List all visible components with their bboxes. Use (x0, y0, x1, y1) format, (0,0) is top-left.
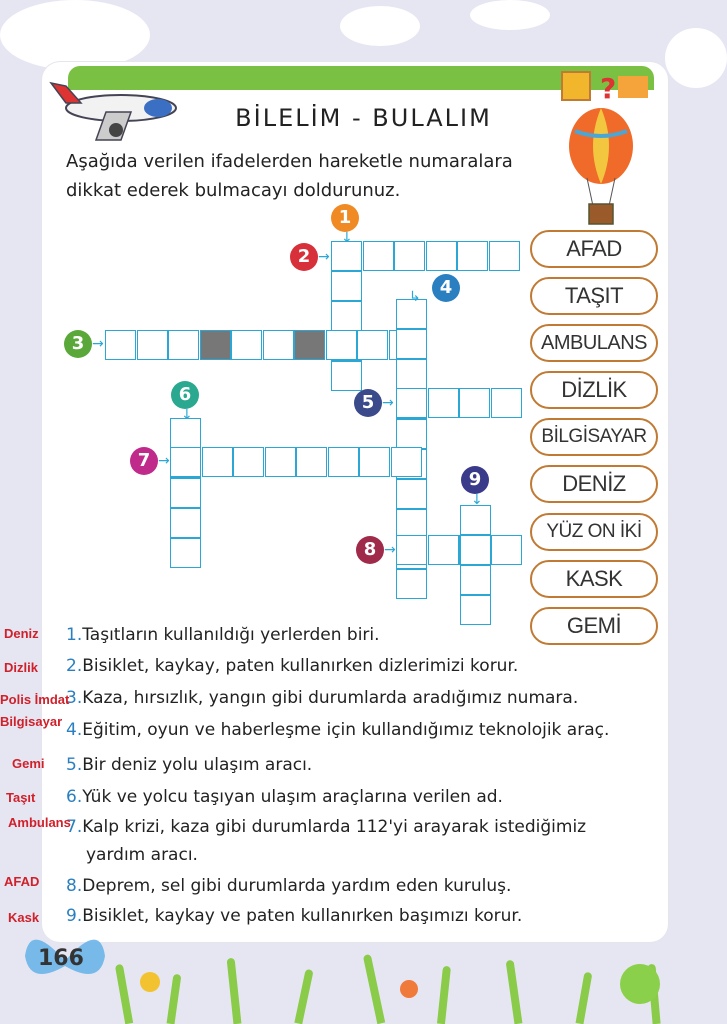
crossword-cell[interactable] (396, 569, 427, 599)
clue-number-badge: 1 (331, 204, 359, 232)
puzzle-question-icon (560, 66, 652, 106)
crossword-cell[interactable] (460, 505, 491, 535)
crossword-cell[interactable] (331, 271, 362, 301)
crossword-cell[interactable] (265, 447, 296, 477)
arrow-right-icon: → (382, 395, 394, 411)
crossword-cell[interactable] (394, 241, 425, 271)
crossword-cell[interactable] (363, 241, 394, 271)
arrow-right-icon: → (318, 249, 330, 265)
page-number: 166 (38, 946, 84, 971)
answer-note: Ambulans (8, 815, 71, 830)
arrow-down-icon: ↓ (471, 492, 483, 508)
crossword-cell[interactable] (391, 447, 422, 477)
clue-number-badge: 9 (461, 466, 489, 494)
word-bank-item: GEMİ (530, 607, 658, 645)
word-bank-item: DİZLİK (530, 371, 658, 409)
clue-number-badge: 4 (432, 274, 460, 302)
crossword-cell[interactable] (396, 479, 427, 509)
crossword-cell[interactable] (460, 595, 491, 625)
crossword-cell[interactable] (170, 508, 201, 538)
cloud (340, 6, 420, 46)
crossword-cell[interactable] (200, 330, 231, 360)
crossword-cell[interactable] (263, 330, 294, 360)
answer-note: Dizlik (4, 660, 38, 675)
word-bank-item: AFAD (530, 230, 658, 268)
crossword-cell[interactable] (326, 330, 357, 360)
answer-note: Taşıt (6, 790, 36, 805)
arrow-down-icon: ↓ (341, 230, 353, 246)
clue-line: 5.Bir deniz yolu ulaşım aracı. (66, 755, 313, 775)
crossword-cell[interactable] (357, 330, 388, 360)
clue-line: 2.Bisiklet, kaykay, paten kullanırken dizlerimizi korur. (66, 656, 519, 676)
crossword-cell[interactable] (460, 565, 491, 595)
crossword-cell[interactable] (457, 241, 488, 271)
crossword-cell[interactable] (428, 388, 459, 418)
word-bank-item: BİLGİSAYAR (530, 418, 658, 456)
crossword-cell[interactable] (170, 447, 201, 477)
crossword-cell[interactable] (396, 419, 427, 449)
cloud (470, 0, 550, 30)
arrow-right-icon: → (384, 542, 396, 558)
grass-decoration (100, 950, 727, 1024)
clue-number-badge: 7 (130, 447, 158, 475)
clue-line: 4.Eğitim, oyun ve haberleşme için kullandığımız teknolojik araç. (66, 720, 610, 740)
clue-number-badge: 6 (171, 381, 199, 409)
crossword-cell[interactable] (428, 535, 459, 565)
cloud (0, 0, 150, 70)
crossword-cell[interactable] (396, 359, 427, 389)
crossword-cell[interactable] (296, 447, 327, 477)
answer-note: Bilgisayar (0, 714, 63, 729)
arrow-right-icon: → (158, 453, 170, 469)
cloud (665, 28, 727, 88)
clue-line: yardım aracı. (86, 845, 198, 865)
word-bank-item: AMBULANS (530, 324, 658, 362)
crossword-cell[interactable] (137, 330, 168, 360)
answer-note: AFAD (4, 874, 40, 889)
word-bank-item: KASK (530, 560, 658, 598)
crossword-cell[interactable] (491, 535, 522, 565)
answer-note: Kask (8, 910, 40, 925)
arrow-down-icon: ↓ (181, 407, 193, 423)
clue-number-badge: 2 (290, 243, 318, 271)
crossword-cell[interactable] (396, 388, 427, 418)
clue-number-badge: 3 (64, 330, 92, 358)
instruction-text: Aşağıda verilen ifadelerden hareketle numaralara dikkat ederek bulmacayı doldurunuz. (66, 151, 513, 201)
crossword-cell[interactable] (396, 329, 427, 359)
clue-line: 9.Bisiklet, kaykay ve paten kullanırken başımızı korur. (66, 906, 523, 926)
crossword-cell[interactable] (170, 538, 201, 568)
word-bank-item: TAŞIT (530, 277, 658, 315)
crossword-cell[interactable] (460, 535, 491, 565)
crossword-cell[interactable] (426, 241, 457, 271)
arrow-down-icon: ↳ (409, 289, 421, 305)
crossword-cell[interactable] (459, 388, 490, 418)
page-title: BİLELİM - BULALIM (235, 104, 492, 132)
answer-note: Deniz (4, 626, 39, 641)
crossword-cell[interactable] (331, 301, 362, 331)
clue-number-badge: 8 (356, 536, 384, 564)
answer-note: Polis İmdat (0, 692, 70, 707)
crossword-cell[interactable] (491, 388, 522, 418)
crossword-cell[interactable] (359, 447, 390, 477)
answer-note: Gemi (12, 756, 45, 771)
crossword-cell[interactable] (331, 361, 362, 391)
crossword-cell[interactable] (489, 241, 520, 271)
crossword-cell[interactable] (328, 447, 359, 477)
crossword-cell[interactable] (105, 330, 136, 360)
crossword-cell[interactable] (231, 330, 262, 360)
arrow-right-icon: → (92, 336, 104, 352)
clue-line: 8.Deprem, sel gibi durumlarda yardım eden kuruluş. (66, 876, 512, 896)
clue-line: 7.Kalp krizi, kaza gibi durumlarda 112'yi arayarak istediğimiz (66, 817, 587, 837)
clue-line: 1.Taşıtların kullanıldığı yerlerden biri. (66, 625, 380, 645)
word-bank-item: DENİZ (530, 465, 658, 503)
crossword-cell[interactable] (170, 478, 201, 508)
word-bank-item: YÜZ ON İKİ (530, 513, 658, 551)
clue-number-badge: 5 (354, 389, 382, 417)
crossword-cell[interactable] (396, 535, 427, 565)
crossword-cell[interactable] (202, 447, 233, 477)
crossword-cell[interactable] (233, 447, 264, 477)
clue-line: 3.Kaza, hırsızlık, yangın gibi durumlarda aradığımız numara. (66, 688, 579, 708)
crossword-cell[interactable] (294, 330, 325, 360)
crossword-cell[interactable] (168, 330, 199, 360)
clue-line: 6.Yük ve yolcu taşıyan ulaşım araçlarına verilen ad. (66, 787, 503, 807)
svg-text:?: ? (600, 72, 617, 105)
